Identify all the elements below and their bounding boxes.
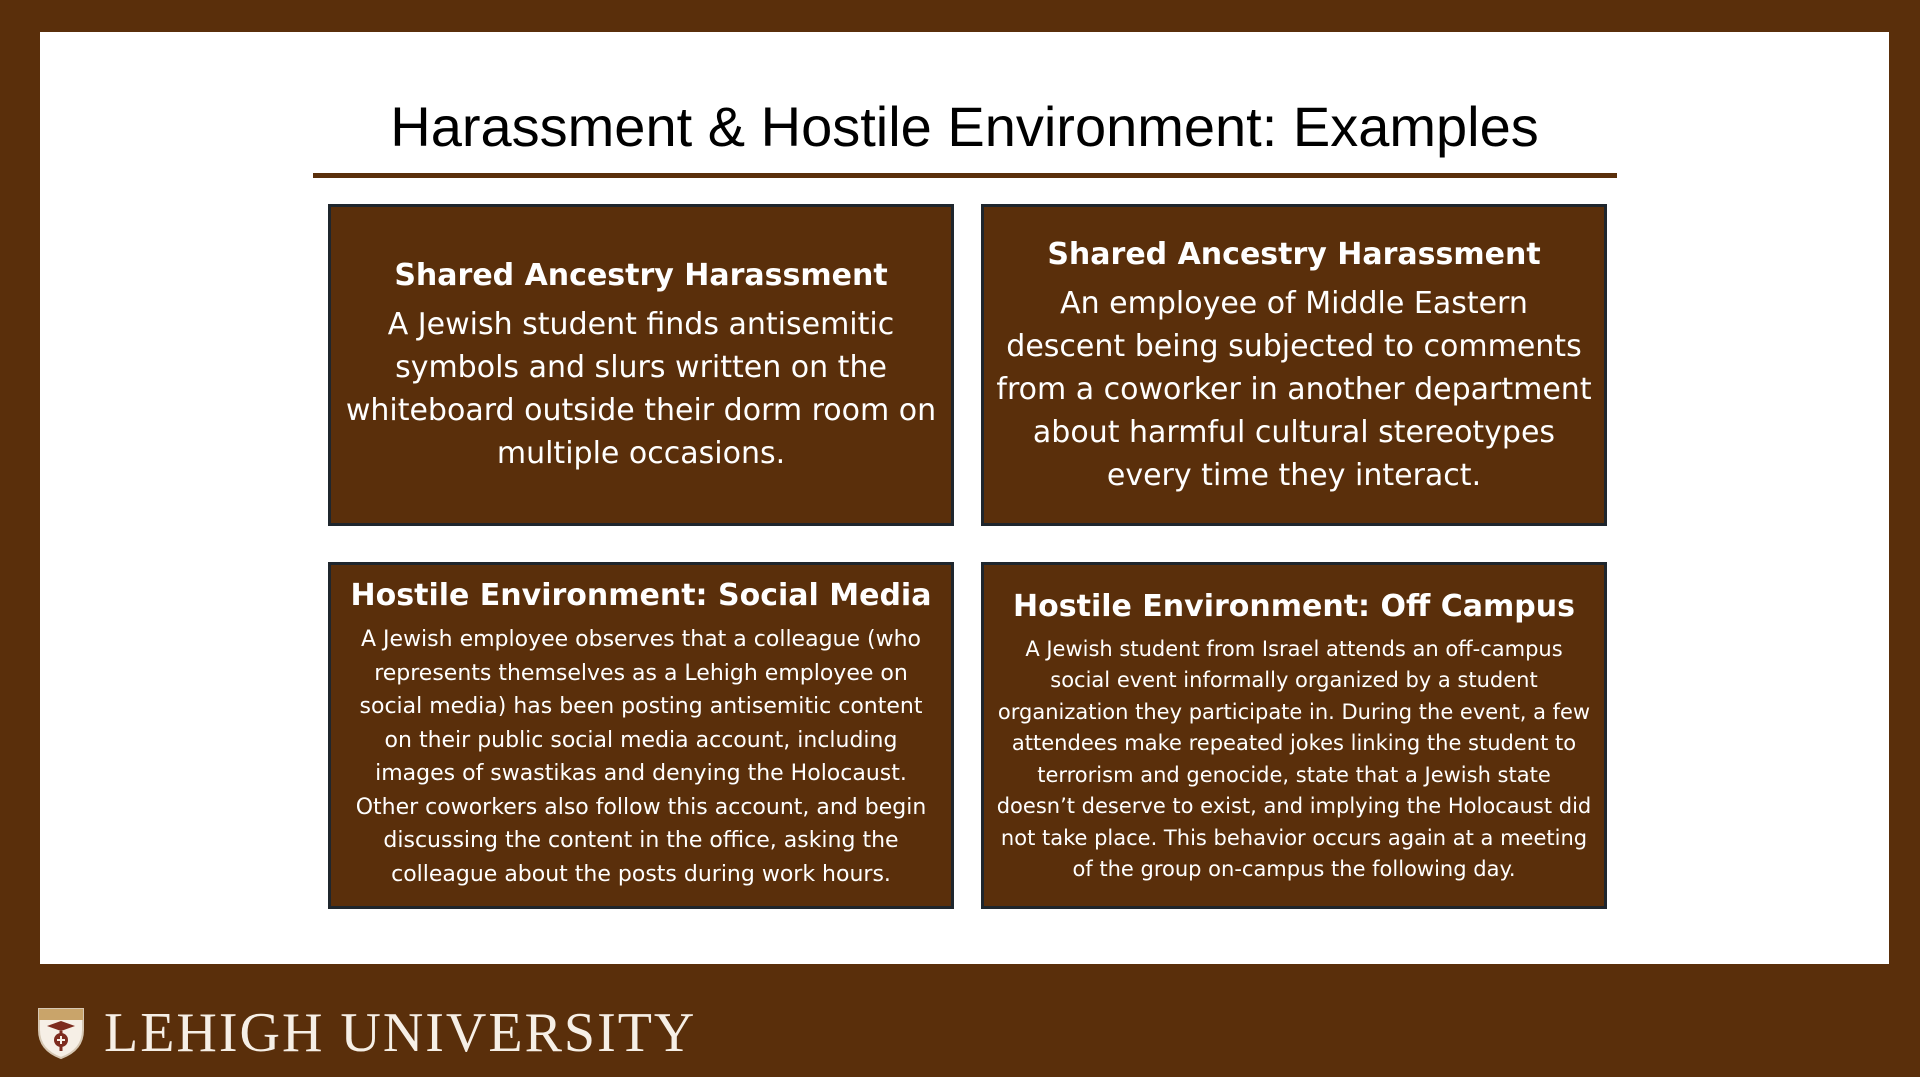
- card-body: A Jewish employee observes that a colleague (who represents themselves as a Lehigh employee on social media) has been posting antisemitic content on their public social media account, including images of swastikas and denying the Holocaust. Other coworkers also follow this account, and begin discussing the content in the office, asking the colleague about the posts during work hours.: [355, 627, 927, 887]
- example-card-social-media: [328, 562, 954, 909]
- example-card-shared-ancestry-student: [328, 204, 954, 526]
- footer-branding: [36, 1003, 696, 1063]
- example-card-off-campus: [981, 562, 1607, 909]
- card-heading: Shared Ancestry Harassment: [1047, 236, 1541, 272]
- card-heading: Hostile Environment: Social Media: [350, 578, 932, 613]
- university-wordmark: LEHIGH UNIVERSITY: [104, 1002, 697, 1064]
- slide-canvas: [40, 32, 1889, 964]
- university-crest-icon: [36, 1006, 86, 1060]
- slide-title: Harassment & Hostile Environment: Examples: [390, 95, 1539, 158]
- card-body: An employee of Middle Eastern descent being subjected to comments from a coworker in another department about harmful cultural stereotypes every time they interact.: [996, 285, 1592, 493]
- card-body: A Jewish student finds antisemitic symbols and slurs written on the whiteboard outside their dorm room on multiple occasions.: [345, 307, 937, 471]
- card-heading: Shared Ancestry Harassment: [394, 258, 888, 293]
- example-card-shared-ancestry-employee: [981, 204, 1607, 526]
- card-body: A Jewish student from Israel attends an off-campus social event informally organized by a student organization they participate in. During the event, a few attendees make repeated jokes linking the student to terrorism and genocide, state that a Jewish state doesn’t deserve to exist, and implying the Holocaust did not take place. This behavior occurs again at a meeting of the group on-campus the following day.: [996, 636, 1592, 881]
- title-underline: [313, 173, 1617, 178]
- card-heading: Hostile Environment: Off Campus: [1013, 588, 1575, 624]
